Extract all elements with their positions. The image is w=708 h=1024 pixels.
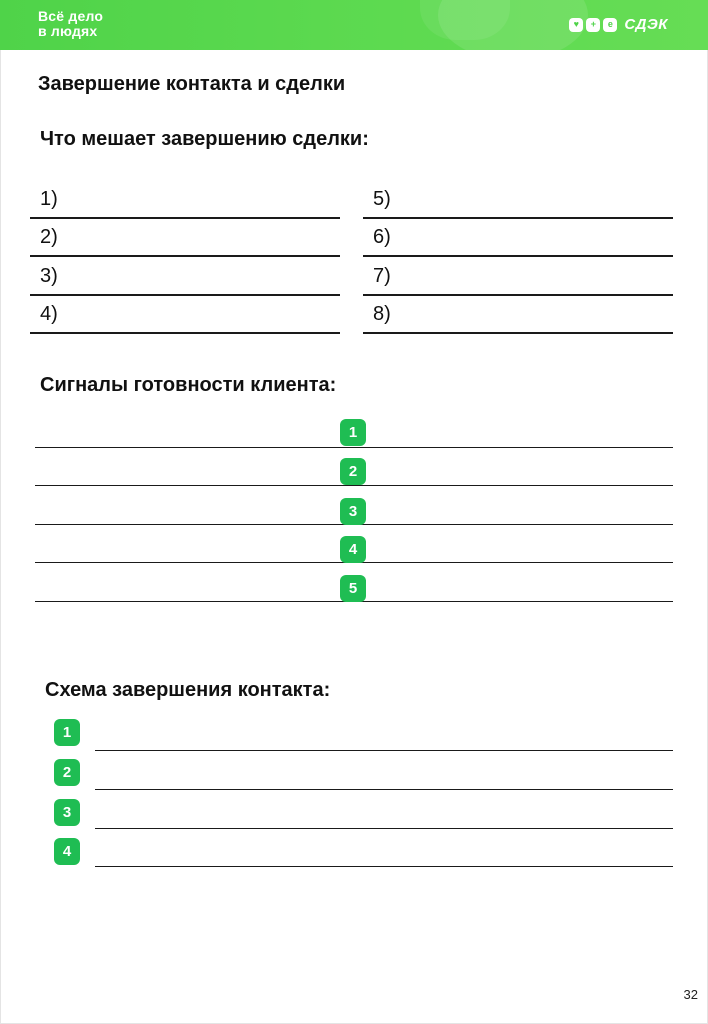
scheme-line[interactable] xyxy=(95,750,673,751)
brand-logo xyxy=(569,16,668,33)
obstacle-line[interactable]: 4) xyxy=(30,294,340,334)
obstacle-line[interactable]: 7) xyxy=(363,256,673,296)
obstacle-line[interactable]: 6) xyxy=(363,217,673,257)
obstacle-line[interactable]: 2) xyxy=(30,217,340,257)
brand-name: СДЭК xyxy=(624,16,668,33)
scheme-badge: 3 xyxy=(54,799,80,826)
signal-badge: 5 xyxy=(340,575,366,602)
slogan-line-1: Всё дело xyxy=(38,8,104,24)
obstacles-title: Что мешает завершению сделки: xyxy=(40,128,369,150)
signal-badge: 3 xyxy=(340,498,366,525)
e-icon: e xyxy=(603,18,617,32)
obstacle-line[interactable]: 8) xyxy=(363,294,673,334)
obstacle-line[interactable]: 1) xyxy=(30,179,340,219)
scheme-badge: 4 xyxy=(54,838,80,865)
signal-badge: 1 xyxy=(340,419,366,446)
obstacle-line[interactable]: 3) xyxy=(30,256,340,296)
signals-title: Сигналы готовности клиента: xyxy=(40,374,337,396)
page-number: 32 xyxy=(683,987,698,1002)
scheme-badge: 1 xyxy=(54,719,80,746)
header-banner xyxy=(0,0,708,50)
page-title: Завершение контакта и сделки xyxy=(38,73,346,95)
signal-badge: 4 xyxy=(340,536,366,563)
slogan xyxy=(38,9,103,39)
scheme-line[interactable] xyxy=(95,828,673,829)
obstacle-line[interactable]: 5) xyxy=(363,179,673,219)
slogan-line-2: в людях xyxy=(38,23,98,39)
scheme-title: Схема завершения контакта: xyxy=(45,679,331,701)
signal-line[interactable] xyxy=(35,447,673,448)
plus-icon: + xyxy=(586,18,600,32)
signal-badge: 2 xyxy=(340,458,366,485)
heart-icon: ♥ xyxy=(569,18,583,32)
scheme-line[interactable] xyxy=(95,789,673,790)
scheme-badge: 2 xyxy=(54,759,80,786)
scheme-line[interactable] xyxy=(95,866,673,867)
signal-line[interactable] xyxy=(35,485,673,486)
